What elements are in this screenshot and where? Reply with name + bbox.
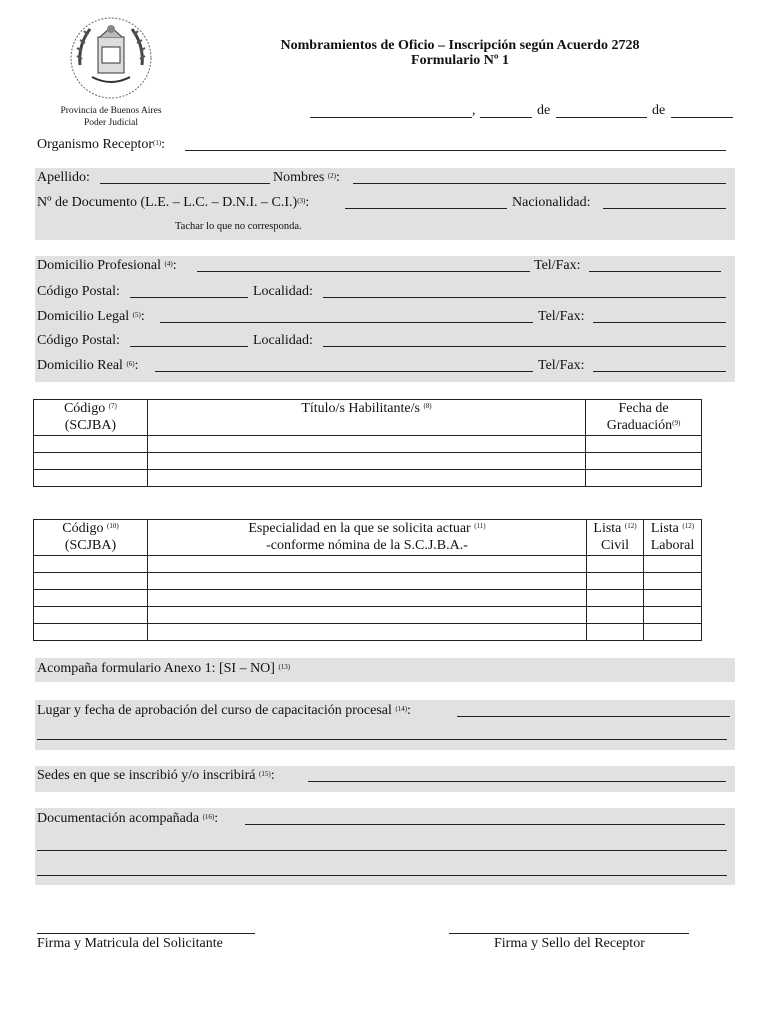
table-cell[interactable] [148,590,587,607]
table-cell[interactable] [587,573,644,590]
date-de-1: de [537,103,551,118]
table-cell[interactable] [34,453,148,470]
table-cell[interactable] [586,470,702,487]
documentacion-field-1[interactable] [245,824,725,825]
table-cell[interactable] [148,556,587,573]
telfax-label-1: Tel/Fax: [534,258,581,273]
table-row [34,453,702,470]
documentacion-label: Documentación acompañada $^{(16)}$: [37,811,219,826]
table-cell[interactable] [34,556,148,573]
table-cell[interactable] [148,573,587,590]
telfax-field-2[interactable] [593,322,726,323]
sedes-label: Sedes en que se inscribió y/o inscribirá $^{(15)}$: [37,768,275,783]
documento-label: Nº de Documento (L.E. – L.C. – D.N.I. – C.I.)$^{(3)}$: [37,195,310,210]
cp-label-2: Código Postal: [37,333,120,348]
telfax-label-3: Tel/Fax: [538,358,585,373]
form-title: Nombramientos de Oficio – Inscripción según Acuerdo 2728 [280,38,640,53]
table-cell[interactable] [148,607,587,624]
dom-real-label: Domicilio Real $^{(6)}$: [37,358,139,373]
table-row [34,590,702,607]
table-cell[interactable] [644,607,702,624]
table-cell[interactable] [147,436,585,453]
table-cell[interactable] [34,573,148,590]
table-cell[interactable] [34,470,148,487]
localidad-label-1: Localidad: [253,284,313,299]
firma-solicitante-label: Firma y Matricula del Solicitante [37,936,223,951]
table-cell[interactable] [34,607,148,624]
table-cell[interactable] [586,436,702,453]
table-cell[interactable] [644,624,702,641]
table-cell[interactable] [147,453,585,470]
dom-legal-label: Domicilio Legal $^{(5)}$: [37,309,145,324]
seal-caption-judicial: Poder Judicial [83,118,139,128]
telfax-field-1[interactable] [589,271,721,272]
localidad-label-2: Localidad: [253,333,313,348]
nombres-label: Nombres $^{(2)}$: [273,170,340,185]
apellido-label: Apellido: [37,170,90,185]
curso-field-2[interactable] [37,739,727,740]
table-row [34,573,702,590]
firma-receptor-line[interactable] [449,933,689,934]
table-cell[interactable] [148,624,587,641]
table-cell[interactable] [34,436,148,453]
especialidad-header-civil: Lista $^{(12)}$ Civil [587,520,644,556]
table-cell[interactable] [587,624,644,641]
table-cell[interactable] [644,556,702,573]
sedes-field[interactable] [308,781,726,782]
firma-receptor-label: Firma y Sello del Receptor [494,936,645,951]
dom-prof-label: Domicilio Profesional $^{(4)}$: [37,258,177,273]
table-cell[interactable] [587,607,644,624]
table-row [34,556,702,573]
telfax-field-3[interactable] [593,371,726,372]
nacionalidad-label: Nacionalidad: [512,195,591,210]
organismo-field[interactable] [185,150,726,151]
especialidad-header-codigo: Código $^{(10)}$ (SCJBA) [34,520,148,556]
table-cell[interactable] [147,470,585,487]
table-cell[interactable] [586,453,702,470]
table-cell[interactable] [34,624,148,641]
table-row [34,436,702,453]
dom-prof-field[interactable] [197,271,530,272]
date-place-field[interactable] [310,117,472,118]
anexo-label[interactable]: Acompaña formulario Anexo 1: [SI – NO] $^{(13)}$ [37,661,291,676]
especialidad-header-especialidad: Especialidad en la que se solicita actuar $^{(11)}$ -conforme nómina de la S.C.J.B.A.- [148,520,587,556]
tachar-note: Tachar lo que no corresponda. [175,221,302,232]
firma-solicitante-line[interactable] [37,933,255,934]
apellido-field[interactable] [100,183,270,184]
especialidad-header-laboral: Lista $^{(12)}$ Laboral [644,520,702,556]
localidad-field-2[interactable] [323,346,726,347]
cp-label-1: Código Postal: [37,284,120,299]
nacionalidad-field[interactable] [603,208,726,209]
table-cell[interactable] [587,590,644,607]
curso-label: Lugar y fecha de aprobación del curso de capacitación procesal $^{(14)}$: [37,703,411,718]
seal-caption-province: Provincia de Buenos Aires [60,106,162,116]
localidad-field-1[interactable] [323,297,726,298]
date-comma: , [472,103,476,118]
organismo-label: Organismo Receptor$^{(1)}$: [37,137,166,152]
table-row [34,624,702,641]
curso-field-1[interactable] [457,716,730,717]
documentacion-field-3[interactable] [37,875,727,876]
titulos-header-titulo: Título/s Habilitante/s $^{(8)}$ [147,400,585,436]
especialidad-table [33,519,702,641]
table-cell[interactable] [644,573,702,590]
form-number: Formulario Nº 1 [411,53,509,68]
table-cell[interactable] [644,590,702,607]
nombres-field[interactable] [353,183,726,184]
titulos-header-fecha: Fecha de Graduación$^{(9)}$ [586,400,702,436]
table-row [34,470,702,487]
date-month-field[interactable] [556,117,647,118]
titulos-header-codigo: Código $^{(7)}$ (SCJBA) [34,400,148,436]
titulos-table [33,399,702,487]
table-cell[interactable] [34,590,148,607]
cp-field-2[interactable] [130,346,248,347]
dom-real-field[interactable] [155,371,533,372]
date-day-field[interactable] [480,117,532,118]
cp-field-1[interactable] [130,297,248,298]
date-de-2: de [652,103,666,118]
provincial-seal-emblem [68,15,154,101]
date-year-field[interactable] [671,117,733,118]
table-row [34,607,702,624]
documentacion-field-2[interactable] [37,850,727,851]
documento-field[interactable] [345,208,507,209]
telfax-label-2: Tel/Fax: [538,309,585,324]
table-cell[interactable] [587,556,644,573]
dom-legal-field[interactable] [160,322,533,323]
